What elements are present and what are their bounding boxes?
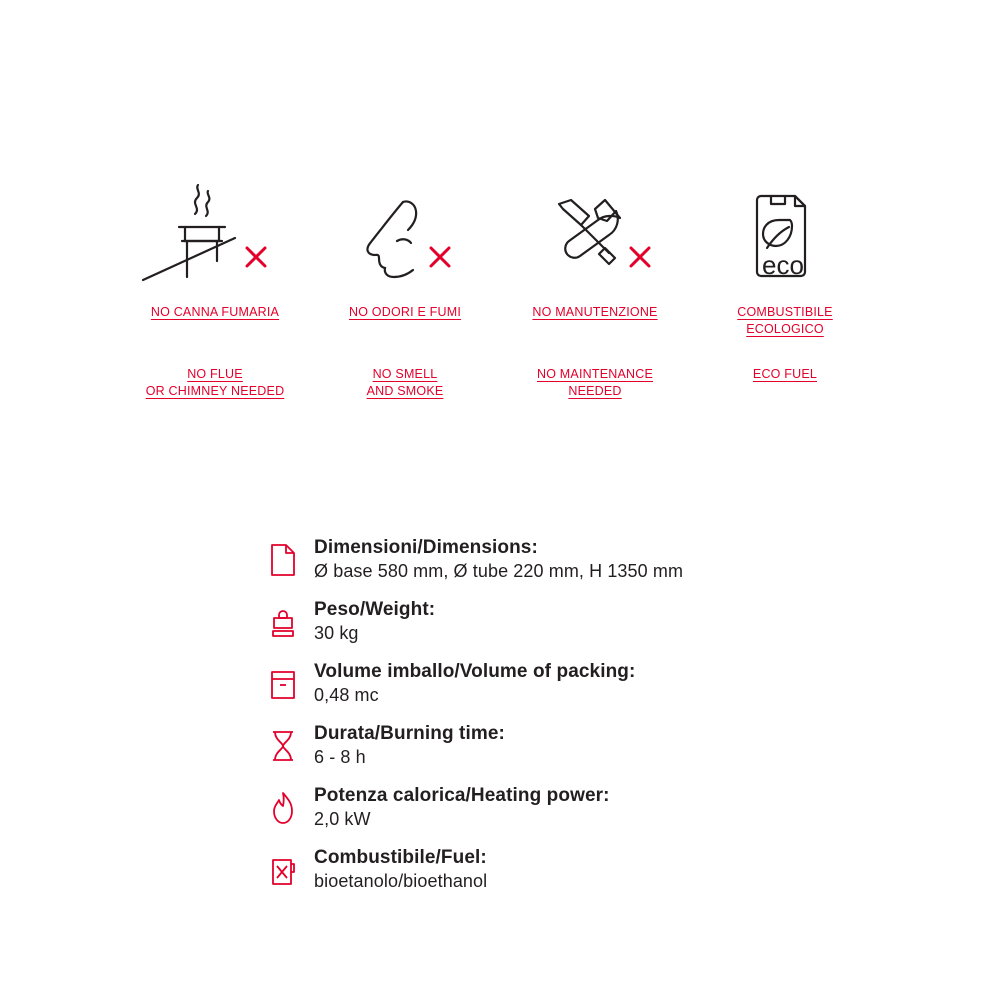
specifications-list	[268, 536, 908, 908]
spec-value: 6 - 8 h	[314, 747, 366, 767]
spec-row	[268, 660, 908, 707]
spec-value: 2,0 kW	[314, 809, 371, 829]
feature-labels	[146, 304, 285, 400]
spec-value: 30 kg	[314, 623, 359, 643]
weight-stamp-icon	[268, 598, 308, 640]
spec-row	[268, 722, 908, 769]
feature-label-en-line1: NO FLUE	[187, 367, 243, 381]
feature-label-en	[349, 366, 461, 400]
spec-title: Durata/Burning time:	[314, 723, 505, 744]
spec-title: Volume imballo/Volume of packing:	[314, 661, 636, 682]
feature-label-it-line2: ECOLOGICO	[746, 322, 824, 336]
nose-smell-icon	[325, 180, 485, 290]
spec-text	[308, 536, 683, 583]
spec-text	[308, 784, 610, 831]
spec-text	[308, 846, 487, 893]
feature-label-en-line2: NEEDED	[568, 384, 622, 398]
spec-text	[308, 660, 635, 707]
feature-label-en-line2: OR CHIMNEY NEEDED	[145, 384, 285, 398]
feature-no-smell	[310, 180, 500, 400]
feature-badges-row	[0, 180, 1000, 400]
spec-title: Dimensioni/Dimensions:	[314, 537, 538, 558]
spec-row	[268, 784, 908, 831]
spec-row	[268, 598, 908, 645]
spec-title: Peso/Weight:	[314, 599, 436, 620]
package-box-icon	[268, 660, 308, 702]
spec-value: Ø base 580 mm, Ø tube 220 mm, H 1350 mm	[314, 561, 684, 581]
feature-no-flue	[120, 180, 310, 400]
spec-title: Combustibile/Fuel:	[314, 847, 487, 868]
feature-label-en-line1: NO SMELL	[372, 367, 438, 381]
spec-text	[308, 598, 435, 645]
spec-row	[268, 846, 908, 893]
fuel-canister-icon	[268, 846, 308, 888]
hourglass-icon	[268, 722, 308, 764]
feature-labels	[349, 304, 461, 400]
eco-icon-text: eco	[762, 250, 804, 280]
document-dimensions-icon	[268, 536, 308, 578]
spec-value: 0,48 mc	[314, 685, 379, 705]
feature-label-it-line1: COMBUSTIBILE	[737, 305, 833, 319]
spec-text	[308, 722, 505, 769]
feature-label-it: NO CANNA FUMARIA	[150, 305, 280, 319]
feature-label-en	[146, 366, 285, 400]
feature-labels	[532, 304, 657, 400]
feature-label-it: NO ODORI E FUMI	[348, 305, 462, 319]
feature-label-en-line2: AND SMOKE	[366, 384, 444, 398]
feature-labels	[737, 304, 832, 383]
feature-label-en-line1: NO MAINTENANCE	[536, 367, 653, 381]
feature-label-en-line1: ECO FUEL	[752, 367, 818, 381]
flame-icon	[268, 784, 308, 826]
feature-no-maintenance	[500, 180, 690, 400]
feature-label-it	[737, 304, 832, 338]
chimney-flue-icon	[135, 180, 295, 290]
feature-label-en	[737, 366, 832, 383]
spec-value: bioetanolo/bioethanol	[314, 871, 488, 891]
eco-jerrycan-icon	[705, 180, 865, 290]
feature-label-en	[532, 366, 657, 400]
feature-label-it: NO MANUTENZIONE	[532, 305, 658, 319]
spec-row	[268, 536, 908, 583]
spec-title: Potenza calorica/Heating power:	[314, 785, 610, 806]
feature-eco-fuel	[690, 180, 880, 400]
tools-maintenance-icon	[515, 180, 675, 290]
